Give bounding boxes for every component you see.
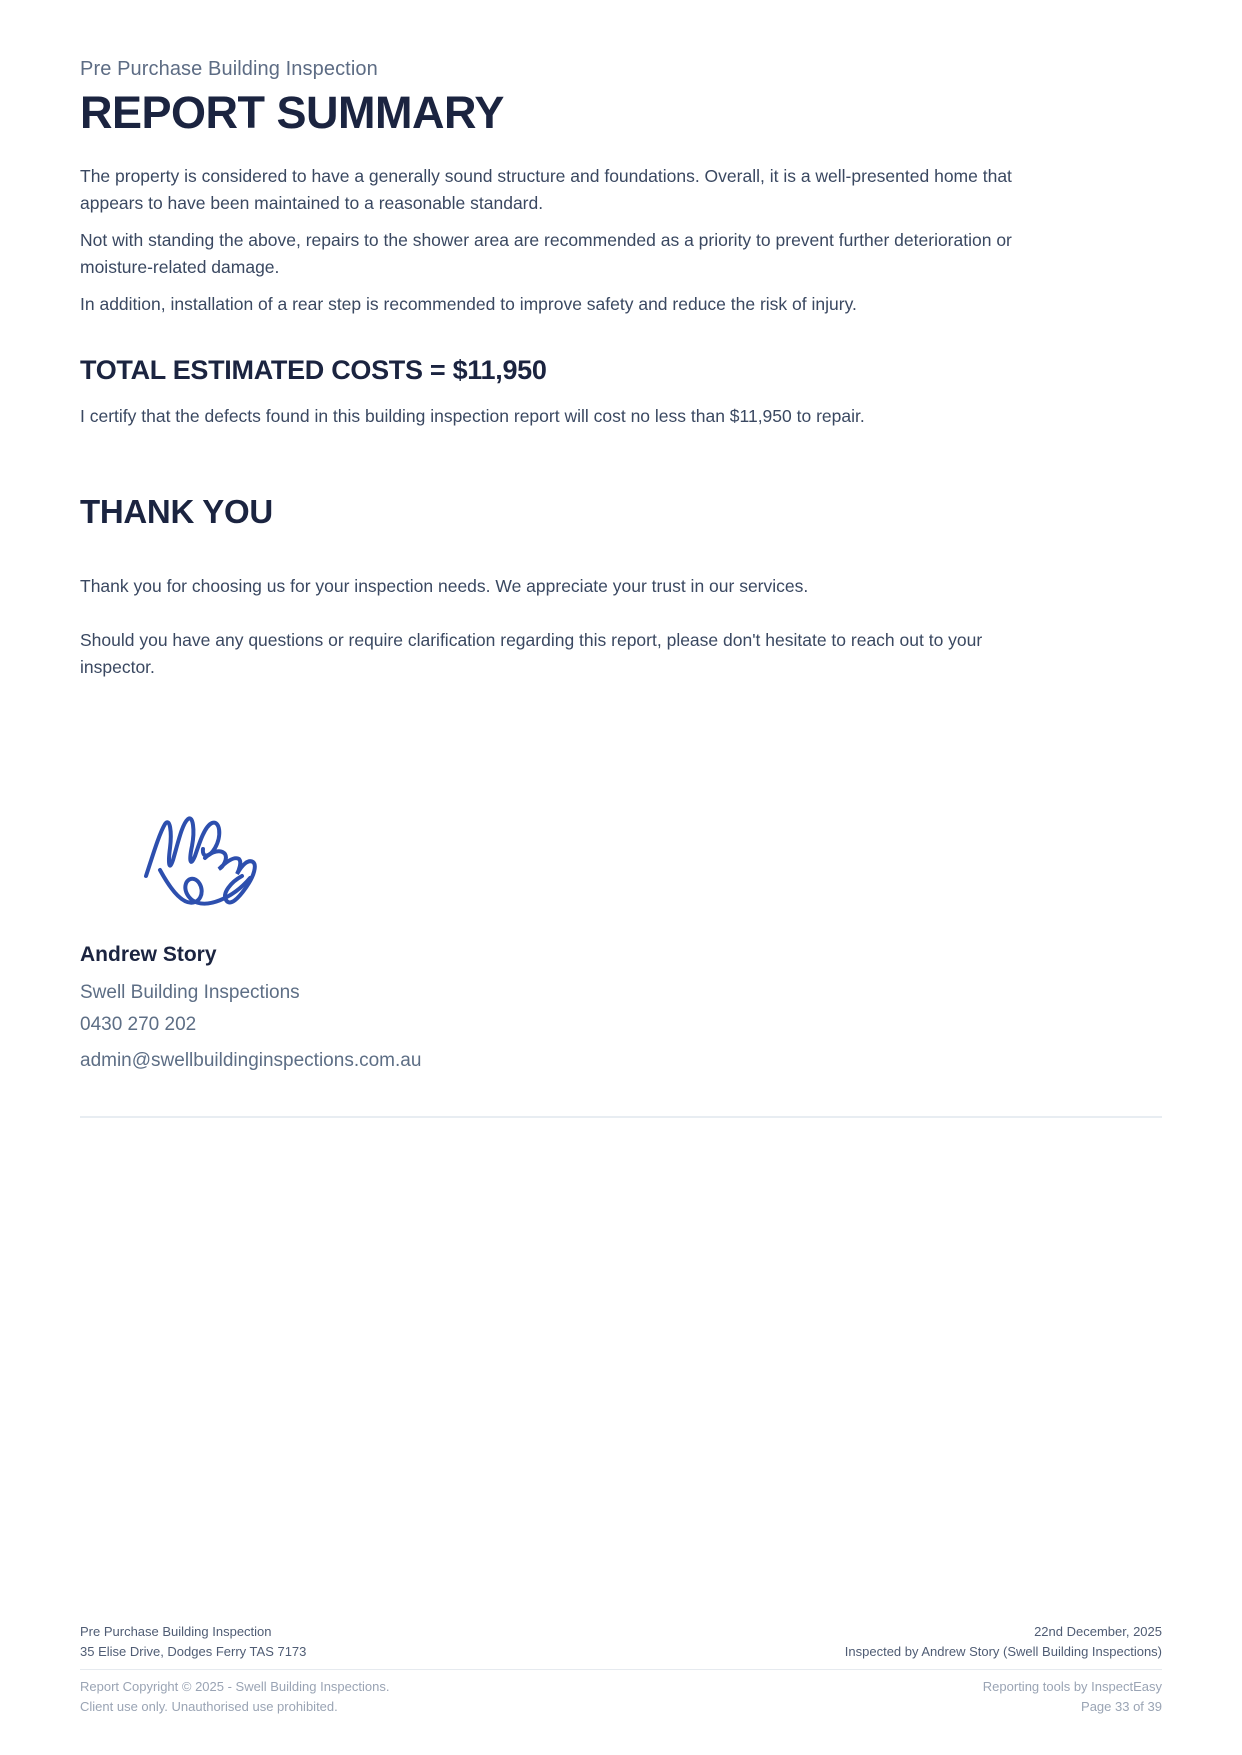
summary-paragraph: The property is considered to have a generally sound structure and foundations. Overall, it is a well-presented home that appears to have been maintained to a reasonable standard. [80,165,1012,213]
footer-right-legal [983,1677,1162,1717]
footer-property-address: 35 Elise Drive, Dodges Ferry TAS 7173 [80,1644,307,1660]
certify-statement: I certify that the defects found in this building inspection report will cost no less than $11,950 to repair. [80,405,865,426]
footer-usage: Client use only. Unauthorised use prohibited. [80,1699,338,1715]
footer-divider [80,1669,1162,1670]
footer-inspected-by: Inspected by Andrew Story (Swell Building Inspections) [844,1644,1162,1660]
page-footer [80,1622,1162,1718]
footer-copyright: Report Copyright © 2025 - Swell Building Inspections. [80,1679,390,1695]
phone-number: 0430 270 202 [80,1013,197,1035]
email-address: admin@swellbuildinginspections.com.au [80,1049,422,1071]
total-costs-heading: TOTAL ESTIMATED COSTS = $11,950 [80,355,547,386]
thank-you-paragraph: Thank you for choosing us for your inspection needs. We appreciate your trust in our services. [80,576,809,597]
thank-you-paragraph: Should you have any questions or require clarification regarding this report, please don't hesitate to reach out to your inspector. [80,629,983,677]
signature-icon [132,806,264,918]
footer-date: 22nd December, 2025 [1034,1624,1162,1639]
footer-left-info [80,1622,306,1662]
page-title: REPORT SUMMARY [80,87,504,138]
thank-you-heading: THANK YOU [80,492,273,530]
footer-info-row [80,1622,1162,1662]
footer-left-legal [80,1677,389,1717]
inspector-name: Andrew Story [80,942,217,966]
company-name: Swell Building Inspections [80,982,300,1004]
summary-paragraph: Not with standing the above, repairs to the shower area are recommended as a priority to prevent further deterioration or moisture-related damage. [80,230,1012,278]
report-eyebrow: Pre Purchase Building Inspection [80,58,378,80]
summary-paragraph: In addition, installation of a rear step is recommended to improve safety and reduce the risk of injury. [80,294,857,315]
footer-legal-row [80,1677,1162,1717]
footer-page-number: Page 33 of 39 [1081,1699,1162,1715]
footer-right-info [845,1622,1162,1662]
section-divider [80,1116,1162,1118]
footer-report-type: Pre Purchase Building Inspection [80,1624,272,1639]
footer-tools: Reporting tools by InspectEasy [982,1679,1162,1695]
